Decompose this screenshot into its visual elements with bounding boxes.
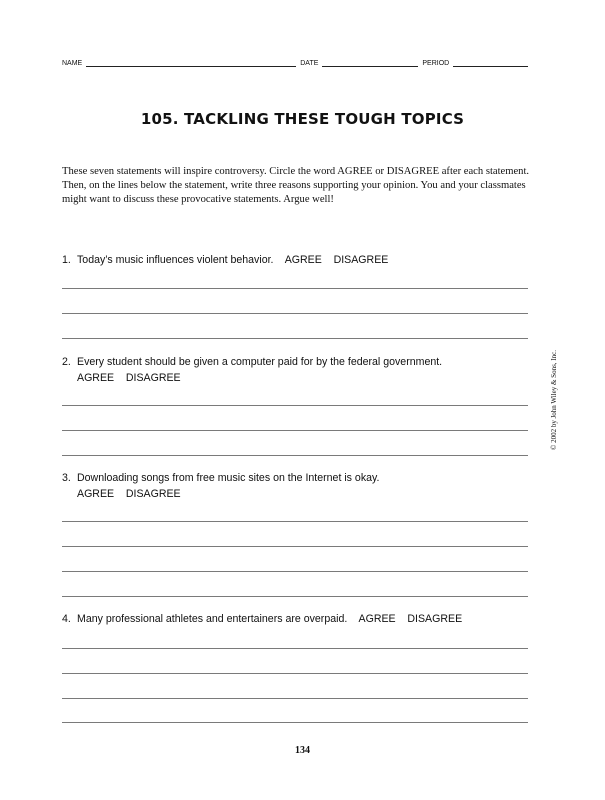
answer-line[interactable] xyxy=(62,313,528,314)
answer-line[interactable] xyxy=(62,648,528,649)
question-number: 2. xyxy=(62,356,71,368)
question-text: Today’s music influences violent behavior. xyxy=(77,254,274,266)
disagree-option[interactable]: DISAGREE xyxy=(333,254,389,266)
period-blank-field[interactable] xyxy=(453,58,528,67)
worksheet-title: 105. TACKLING THESE TOUGH TOPICS xyxy=(140,110,465,128)
name-blank-field[interactable] xyxy=(86,58,296,67)
question-2 xyxy=(62,354,528,386)
agree-option[interactable]: AGREE xyxy=(77,372,115,384)
date-blank-field[interactable] xyxy=(322,58,418,67)
question-text: Every student should be given a computer paid for by the federal government. xyxy=(77,356,443,368)
answer-line[interactable] xyxy=(62,596,528,597)
question-text: Downloading songs from free music sites on the Internet is okay. xyxy=(77,472,380,484)
disagree-option[interactable]: DISAGREE xyxy=(125,372,181,384)
question-number: 1. xyxy=(62,254,71,266)
answer-line[interactable] xyxy=(62,405,528,406)
disagree-option[interactable]: DISAGREE xyxy=(125,488,181,500)
date-label: DATE xyxy=(300,60,319,67)
question-4 xyxy=(62,611,528,627)
agree-option[interactable]: AGREE xyxy=(358,613,396,625)
question-3 xyxy=(62,470,528,502)
answer-line[interactable] xyxy=(62,430,528,431)
disagree-option[interactable]: DISAGREE xyxy=(407,613,463,625)
answer-line[interactable] xyxy=(62,722,528,723)
answer-line[interactable] xyxy=(62,455,528,456)
period-label: PERIOD xyxy=(422,60,450,67)
answer-line[interactable] xyxy=(62,546,528,547)
answer-line[interactable] xyxy=(62,288,528,289)
answer-line[interactable] xyxy=(62,698,528,699)
name-label: NAME xyxy=(62,60,83,67)
page-number: 134 xyxy=(295,745,310,756)
answer-line[interactable] xyxy=(62,571,528,572)
instructions-paragraph: These seven statements will inspire controversy. Circle the word AGREE or DISAGREE after each statement. Then, on the lines below the statement, write three reasons supporting your opinion. You and your classmates might want to discuss these provocative statements. Argue well! xyxy=(62,166,530,205)
answer-line[interactable] xyxy=(62,673,528,674)
copyright-notice: © 2002 by John Wiley & Sons, Inc. xyxy=(550,350,558,450)
question-1 xyxy=(62,252,528,268)
answer-line[interactable] xyxy=(62,338,528,339)
answer-line[interactable] xyxy=(62,521,528,522)
agree-option[interactable]: AGREE xyxy=(77,488,115,500)
question-number: 3. xyxy=(62,472,71,484)
agree-option[interactable]: AGREE xyxy=(284,254,322,266)
question-number: 4. xyxy=(62,613,71,625)
student-info-header xyxy=(62,54,528,68)
question-text: Many professional athletes and entertainers are overpaid. xyxy=(77,613,348,625)
